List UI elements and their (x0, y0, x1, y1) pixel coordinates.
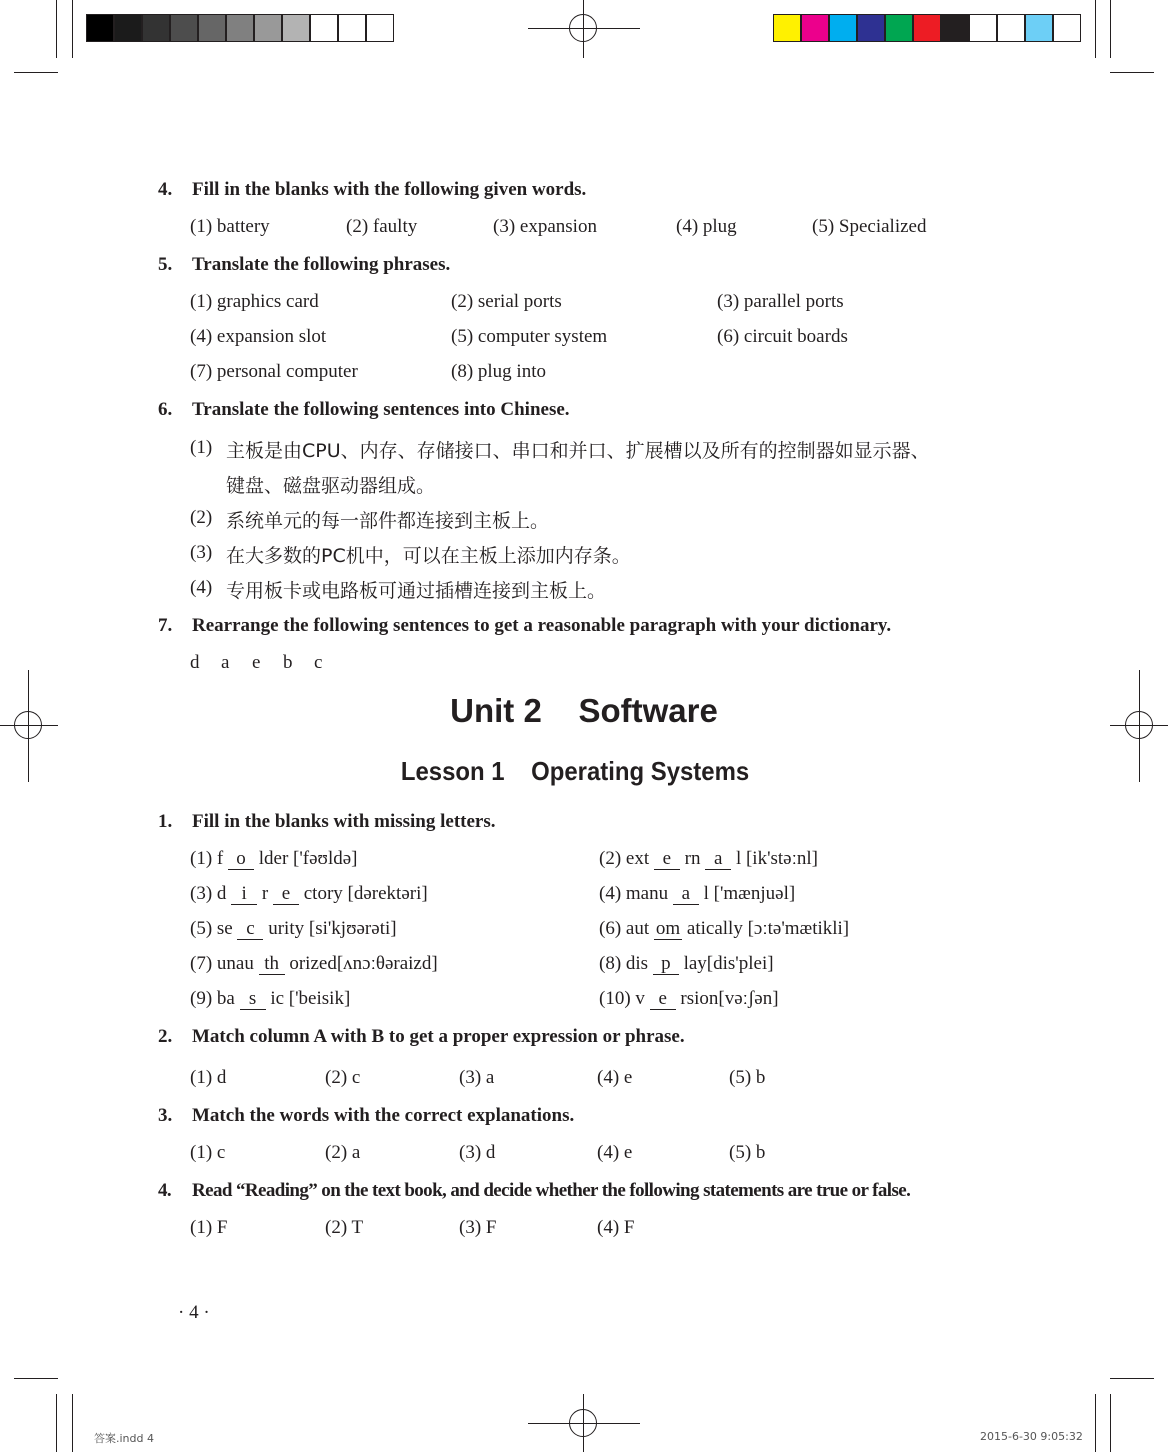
word-fragment: ctory [dərektəri] (298, 883, 428, 904)
missing-letter-item (190, 918, 397, 940)
answer-item: (8) plug into (451, 361, 546, 382)
item-label: (9) (190, 988, 217, 1009)
answer-item: (5) b (729, 1142, 766, 1163)
word-fragment: lay[dis'plei] (678, 953, 774, 974)
question-title: Match the words with the correct explanations. (192, 1105, 575, 1126)
question-number: 4. (158, 1180, 172, 1201)
missing-letter-item (190, 988, 350, 1010)
lesson-title: Lesson 1 Operating Systems (400, 756, 750, 786)
color-swatch (997, 14, 1025, 42)
missing-letter-item (190, 953, 438, 975)
answer-item: d (190, 652, 200, 673)
answer-sentence: 系统单元的每一部件都连接到主板上。 (226, 510, 550, 532)
answer-item: (3) parallel ports (717, 291, 844, 312)
item-label: (5) (190, 918, 217, 939)
answer-sentence-continued: 键盘、磁盘驱动器组成。 (226, 475, 436, 497)
word-fragment: f (216, 848, 228, 869)
filled-blank: th (259, 954, 285, 975)
answer-item: (4) e (597, 1067, 633, 1088)
filled-blank: c (237, 919, 263, 940)
filled-blank: a (705, 849, 731, 870)
answer-sentence: 在大多数的PC机中，可以在主板上添加内存条。 (226, 545, 631, 567)
color-swatch (857, 14, 885, 42)
answer-item: (4) expansion slot (190, 326, 327, 347)
word-fragment: l ['mænjuəl] (698, 883, 796, 904)
question-number: 6. (158, 399, 173, 420)
word-fragment: l [ik'stəːnl] (731, 848, 819, 869)
item-label: (6) (599, 918, 626, 939)
item-label: (7) (190, 953, 217, 974)
color-swatch (114, 14, 142, 42)
word-fragment: aut (625, 918, 654, 939)
answer-sentence: 主板是由CPU、内存、存储接口、串口和并口、扩展槽以及所有的控制器如显示器、 (226, 440, 930, 462)
missing-letter-item (599, 848, 818, 870)
item-label: (3) (190, 883, 217, 904)
word-fragment: v (635, 988, 650, 1009)
color-swatch (198, 14, 226, 42)
answer-item: (4) plug (676, 216, 737, 237)
word-fragment: orized[ʌnɔːθəraizd] (284, 953, 438, 974)
question-number: 7. (158, 615, 173, 636)
color-swatch (801, 14, 829, 42)
word-fragment: ext (625, 848, 654, 869)
word-fragment: dis (625, 953, 653, 974)
word-fragment: rsion[vəːʃən] (675, 988, 779, 1009)
answer-item: (4) e (597, 1142, 633, 1163)
filled-blank: om (655, 918, 681, 939)
item-label: (2) (599, 848, 626, 869)
word-fragment: urity [si'kjʊərəti] (263, 918, 397, 939)
answer-item: (1) d (190, 1067, 227, 1088)
question-title: Fill in the blanks with the following given words. (192, 179, 587, 200)
missing-letter-item (599, 953, 774, 975)
answer-sentence: 专用板卡或电路板可通过插槽连接到主板上。 (226, 580, 607, 602)
answer-item: a (221, 652, 230, 673)
answer-label: (2) (190, 507, 213, 528)
answer-label: (3) (190, 542, 213, 563)
question-title: Translate the following sentences into Chinese. (192, 399, 570, 420)
footer-filename: 答案.indd 4 (94, 1432, 154, 1445)
filled-blank: a (673, 884, 699, 905)
missing-letter-item (599, 988, 779, 1010)
missing-letter-item (190, 848, 358, 870)
missing-letter-item (599, 883, 795, 905)
question-number: 3. (158, 1105, 173, 1126)
word-fragment: d (216, 883, 232, 904)
color-swatch (282, 14, 310, 42)
answer-item: (6) circuit boards (717, 326, 848, 347)
answer-label: (4) (190, 577, 213, 598)
color-swatch (1025, 14, 1053, 42)
color-swatch (226, 14, 254, 42)
filled-blank: p (653, 954, 679, 975)
answer-item: (2) faulty (346, 216, 418, 237)
question-number: 5. (158, 254, 173, 275)
color-swatch (310, 14, 338, 42)
answer-item: (5) Specialized (812, 216, 927, 237)
filled-blank: e (273, 884, 299, 905)
word-fragment: manu (625, 883, 673, 904)
question-title: Match column A with B to get a proper expression or phrase. (192, 1026, 685, 1047)
answer-item: (7) personal computer (190, 361, 358, 382)
word-fragment: r (257, 883, 273, 904)
footer-timestamp: 2015-6-30 9:05:32 (980, 1430, 1083, 1443)
answer-label: (1) (190, 437, 213, 458)
answer-item: (2) a (325, 1142, 361, 1163)
answer-item: (5) computer system (451, 326, 608, 347)
answer-item: (2) serial ports (451, 291, 562, 312)
question-title: Rearrange the following sentences to get a reasonable paragraph with your dictionary. (192, 615, 892, 636)
answer-item: b (283, 652, 293, 673)
answer-item: (1) battery (190, 216, 270, 237)
color-swatch (254, 14, 282, 42)
color-swatch (773, 14, 801, 42)
filled-blank: o (228, 849, 254, 870)
answer-item: e (252, 652, 261, 673)
answer-item: (4) F (597, 1217, 635, 1238)
answer-item: (1) F (190, 1217, 228, 1238)
question-number: 4. (158, 179, 173, 200)
item-label: (10) (599, 988, 636, 1009)
color-swatch (1053, 14, 1081, 42)
missing-letter-item (599, 918, 849, 940)
word-fragment: unau (216, 953, 259, 974)
item-label: (8) (599, 953, 626, 974)
filled-blank: e (650, 989, 676, 1010)
color-swatch (338, 14, 366, 42)
color-swatch (170, 14, 198, 42)
answer-item: (3) a (459, 1067, 495, 1088)
filled-blank: s (240, 989, 266, 1010)
answer-item: (3) F (459, 1217, 497, 1238)
color-swatch (913, 14, 941, 42)
answer-item: (3) d (459, 1142, 496, 1163)
word-fragment: ic ['beisik] (265, 988, 351, 1009)
question-title: Read “Reading” on the text book, and decide whether the following statements are true or false. (192, 1180, 911, 1201)
color-swatch (829, 14, 857, 42)
missing-letter-item (190, 883, 428, 905)
answer-item: (3) expansion (493, 216, 597, 237)
color-swatch (969, 14, 997, 42)
color-swatch (885, 14, 913, 42)
word-fragment: lder ['fəʊldə] (253, 848, 358, 869)
item-label: (1) (190, 848, 217, 869)
question-number: 1. (158, 811, 173, 832)
answer-item: (1) c (190, 1142, 226, 1163)
question-title: Fill in the blanks with missing letters. (192, 811, 496, 832)
answer-item: (2) T (325, 1217, 364, 1238)
item-label: (4) (599, 883, 626, 904)
color-swatch (366, 14, 394, 42)
unit-title: Unit 2 Software (450, 692, 718, 729)
answer-item: (1) graphics card (190, 291, 319, 312)
word-fragment: atically [ɔːtə'mætikli] (682, 918, 850, 939)
question-number: 2. (158, 1026, 173, 1047)
filled-blank: e (654, 849, 680, 870)
word-fragment: se (216, 918, 238, 939)
color-swatch (941, 14, 969, 42)
color-swatch (86, 14, 114, 42)
answer-item: (2) c (325, 1067, 361, 1088)
filled-blank: i (231, 884, 257, 905)
question-title: Translate the following phrases. (192, 254, 451, 275)
word-fragment: rn (679, 848, 706, 869)
answer-item: c (314, 652, 323, 673)
page-number: · 4 · (178, 1302, 210, 1323)
color-swatch (142, 14, 170, 42)
word-fragment: ba (216, 988, 240, 1009)
answer-item: (5) b (729, 1067, 766, 1088)
